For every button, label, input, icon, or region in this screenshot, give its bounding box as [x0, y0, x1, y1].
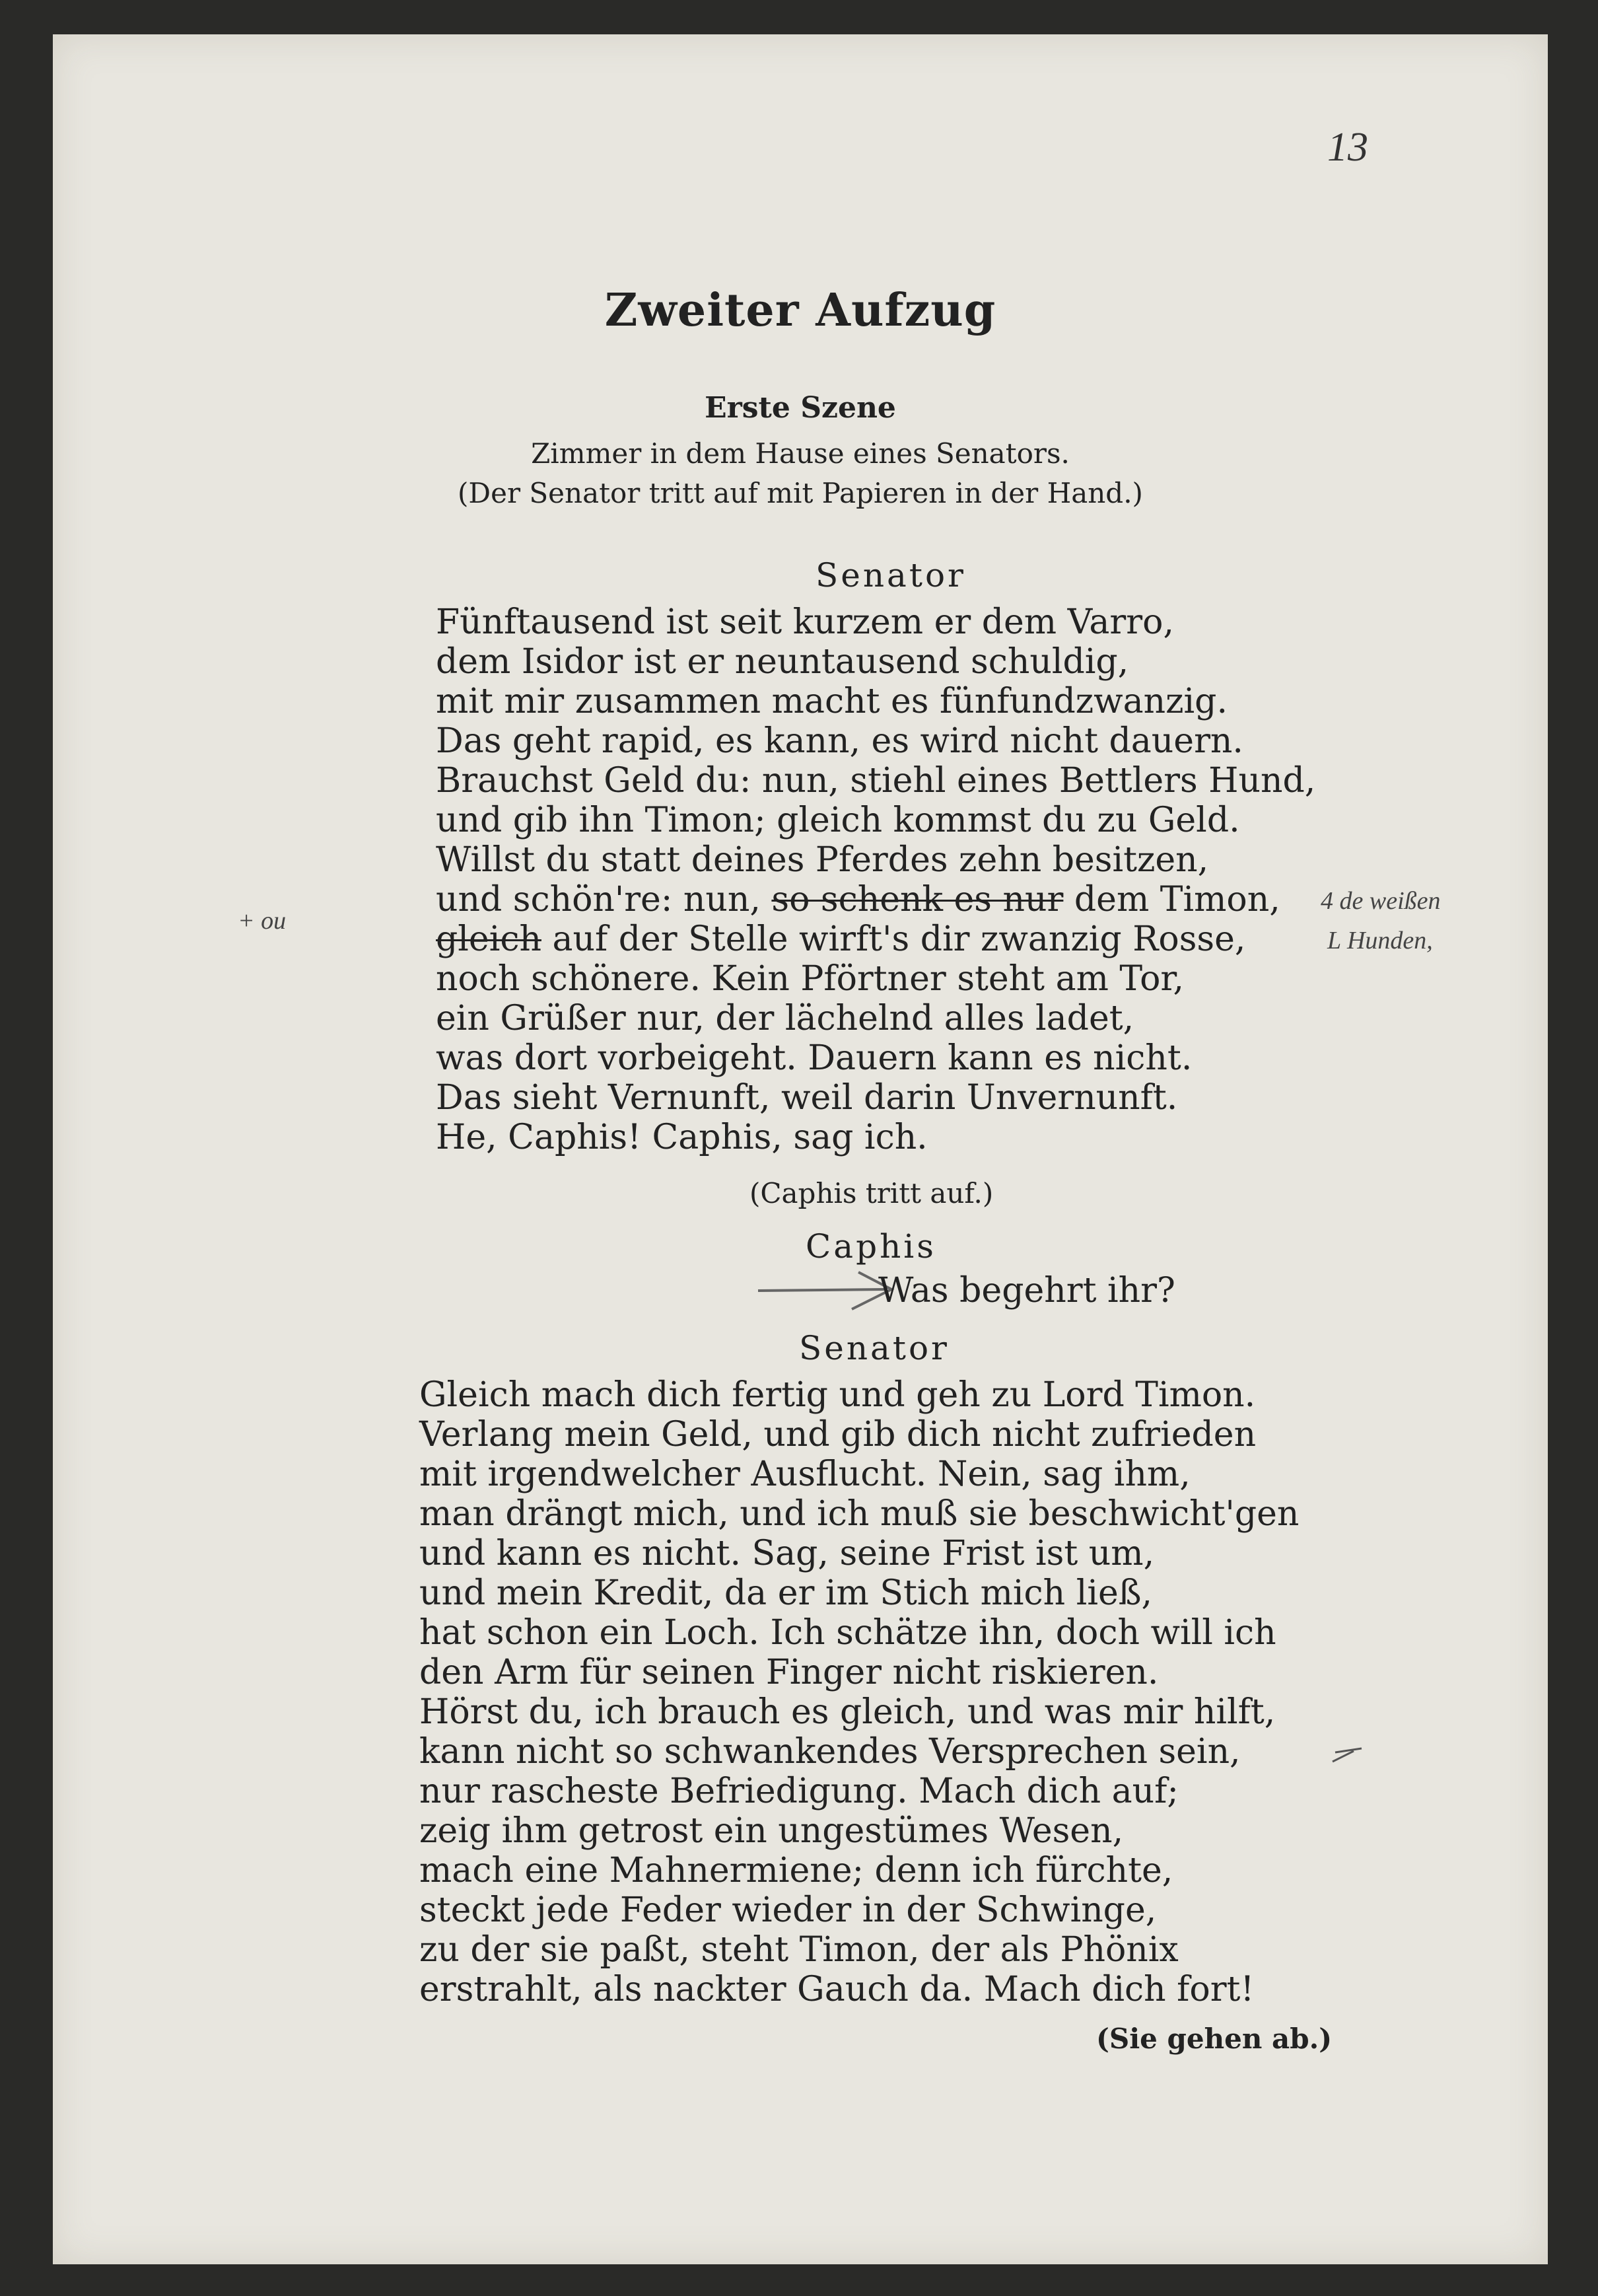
- page-number: 13: [1327, 125, 1368, 170]
- caphis-reply: Was begehrt ihr?: [878, 1271, 1175, 1310]
- pencil-mark-icon: [1327, 1742, 1373, 1768]
- speaker-caphis: Caphis: [806, 1227, 936, 1266]
- verse-line: mit irgendwelcher Ausflucht. Nein, sag ihm,: [419, 1454, 1191, 1494]
- speaker-senator-2: Senator: [799, 1329, 950, 1367]
- scene-location: Zimmer in dem Hause eines Senators.: [531, 437, 1070, 470]
- verse-line: Willst du statt deines Pferdes zehn besitzen,: [436, 840, 1209, 880]
- verse-line: zeig ihm getrost ein ungestümes Wesen,: [419, 1811, 1124, 1851]
- verse-line: und gib ihn Timon; gleich kommst du zu Geld.: [436, 801, 1240, 840]
- speaker-senator: Senator: [816, 556, 966, 594]
- verse-line: Gleich mach dich fertig und geh zu Lord Timon.: [419, 1375, 1256, 1415]
- speech-senator-1: [436, 602, 1315, 1157]
- verse-line: zu der sie paßt, steht Timon, der als Phönix: [419, 1930, 1179, 1970]
- verse-line: Fünftausend ist seit kurzem er dem Varro,: [436, 602, 1174, 642]
- verse-line-edited: [436, 919, 1315, 959]
- document-page: [53, 34, 1548, 2264]
- verse-line: noch schönere. Kein Pförtner steht am Tor,: [436, 959, 1185, 999]
- verse-line: kann nicht so schwankendes Versprechen sein,: [419, 1732, 1241, 1772]
- verse-line: man drängt mich, und ich muß sie beschwicht'gen: [419, 1494, 1300, 1534]
- scene-title: Erste Szene: [705, 391, 896, 425]
- verse-line: Das sieht Vernunft, weil darin Unvernunft.: [436, 1078, 1178, 1118]
- verse-line: He, Caphis! Caphis, sag ich.: [436, 1118, 928, 1157]
- speech-senator-2: [419, 1375, 1299, 2009]
- verse-line: mit mir zusammen macht es fünfundzwanzig.: [436, 682, 1228, 721]
- verse-line: nur rascheste Befriedigung. Mach dich auf;: [419, 1772, 1179, 1811]
- stage-direction-caphis-enters: (Caphis tritt auf.): [749, 1177, 994, 1209]
- verse-line: ein Grüßer nur, der lächelnd alles ladet,: [436, 999, 1134, 1038]
- verse-line: und mein Kredit, da er im Stich mich ließ,: [419, 1573, 1153, 1613]
- verse-segment: und schön're: nun,: [436, 880, 772, 919]
- stage-direction-exit: (Sie gehen ab.): [1096, 2023, 1333, 2055]
- act-title: Zweiter Aufzug: [604, 284, 996, 337]
- verse-line: Hörst du, ich brauch es gleich, und was mir hilft,: [419, 1692, 1276, 1732]
- struck-text: gleich: [436, 919, 541, 959]
- verse-segment: dem Timon,: [1063, 880, 1280, 919]
- verse-segment: auf der Stelle wirft's dir zwanzig Rosse,: [541, 919, 1246, 959]
- verse-line: steckt jede Feder wieder in der Schwinge,: [419, 1890, 1157, 1930]
- verse-line-edited: [436, 880, 1315, 919]
- verse-line: erstrahlt, als nackter Gauch da. Mach dich fort!: [419, 1970, 1255, 2009]
- verse-line: mach eine Mahnermiene; denn ich fürchte,: [419, 1851, 1173, 1890]
- verse-line: und kann es nicht. Sag, seine Frist ist um,: [419, 1534, 1155, 1573]
- verse-line: was dort vorbeigeht. Dauern kann es nicht.: [436, 1038, 1193, 1078]
- verse-line: dem Isidor ist er neuntausend schuldig,: [436, 642, 1129, 682]
- verse-line: hat schon ein Loch. Ich schätze ihn, doch will ich: [419, 1613, 1276, 1653]
- verse-line: den Arm für seinen Finger nicht riskieren.: [419, 1653, 1159, 1692]
- margin-note-right-1: 4 de weißen: [1321, 887, 1441, 915]
- margin-note-left: + ou: [238, 907, 287, 935]
- verse-line: Das geht rapid, es kann, es wird nicht dauern.: [436, 721, 1243, 761]
- stage-direction-entrance: (Der Senator tritt auf mit Papieren in der Hand.): [458, 477, 1143, 509]
- struck-text: so schenk es nur: [771, 880, 1064, 919]
- margin-note-right-2: L Hunden,: [1327, 927, 1433, 954]
- verse-line: Verlang mein Geld, und gib dich nicht zufrieden: [419, 1415, 1257, 1454]
- verse-line: Brauchst Geld du: nun, stiehl eines Bettlers Hund,: [436, 761, 1316, 801]
